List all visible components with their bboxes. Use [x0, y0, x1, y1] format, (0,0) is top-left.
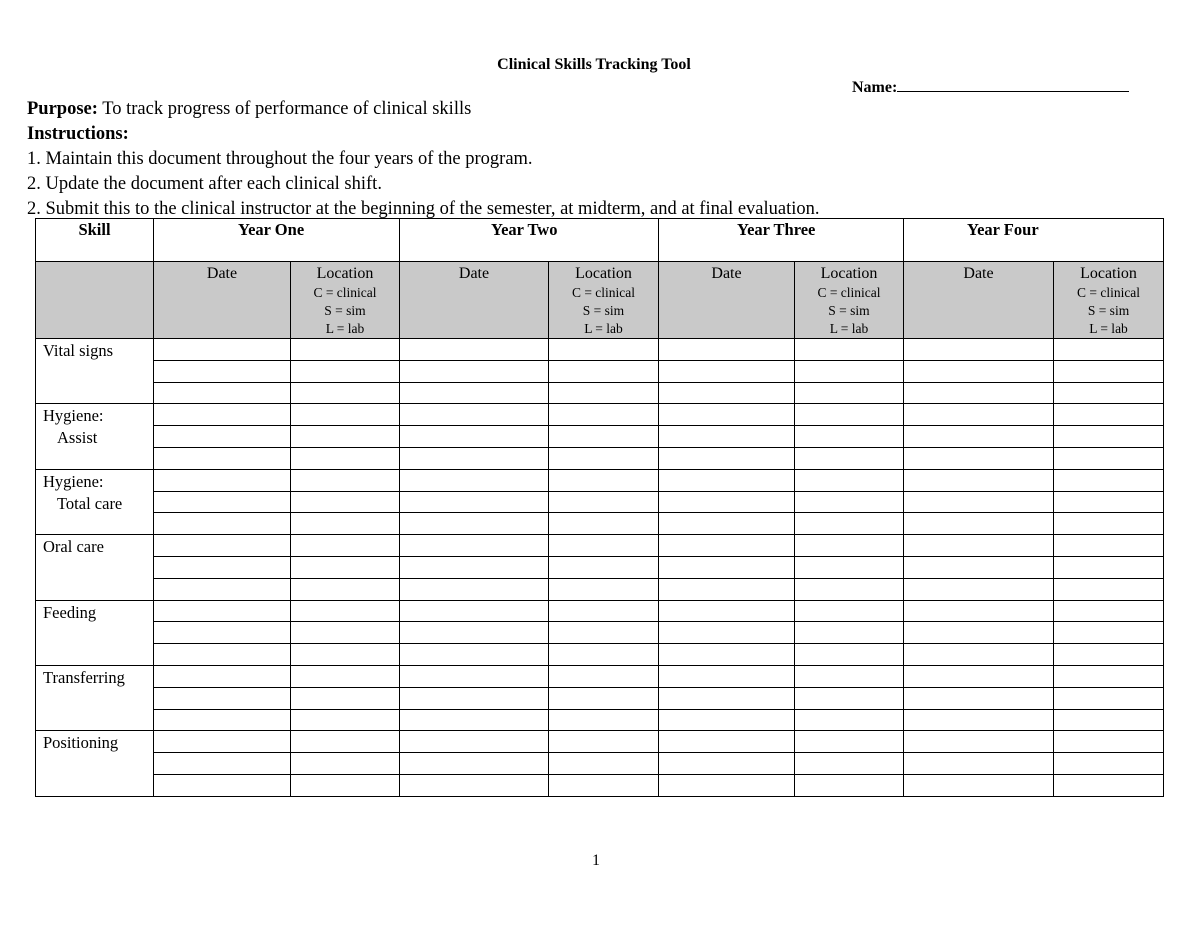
- location-entry-cell[interactable]: [291, 535, 400, 557]
- date-column-header: [659, 262, 795, 339]
- table-row: [36, 600, 1164, 622]
- skill-column-header: Skill: [36, 219, 154, 262]
- location-entry-cell[interactable]: [1054, 469, 1164, 491]
- instruction-item: 1. Maintain this document throughout the four years of the program.: [27, 149, 533, 169]
- location-entry-cell[interactable]: [795, 535, 904, 557]
- location-entry-cell[interactable]: [549, 382, 659, 404]
- location-entry-cell[interactable]: [549, 665, 659, 687]
- date-entry-cell[interactable]: [904, 491, 1054, 513]
- location-entry-cell[interactable]: [795, 644, 904, 666]
- table-row: [36, 513, 1164, 535]
- location-entry-cell[interactable]: [291, 491, 400, 513]
- location-entry-cell[interactable]: [291, 426, 400, 448]
- date-entry-cell[interactable]: [400, 753, 549, 775]
- location-entry-cell[interactable]: [1054, 513, 1164, 535]
- date-column-header: [154, 262, 291, 339]
- date-entry-cell[interactable]: [400, 491, 549, 513]
- purpose-line: [27, 97, 1167, 122]
- date-entry-cell[interactable]: [400, 665, 549, 687]
- date-entry-cell[interactable]: [904, 622, 1054, 644]
- location-entry-cell[interactable]: [549, 774, 659, 796]
- skill-name: Hygiene:: [43, 471, 104, 491]
- table-row: [36, 447, 1164, 469]
- location-key-item: C = clinical: [817, 285, 881, 300]
- table-row: [36, 535, 1164, 557]
- date-entry-cell[interactable]: [154, 709, 291, 731]
- location-entry-cell[interactable]: [1054, 339, 1164, 361]
- date-entry-cell[interactable]: [400, 513, 549, 535]
- date-entry-cell[interactable]: [904, 339, 1054, 361]
- date-entry-cell[interactable]: [154, 360, 291, 382]
- table-row: [36, 665, 1164, 687]
- location-entry-cell[interactable]: [1054, 774, 1164, 796]
- location-entry-cell[interactable]: [1054, 731, 1164, 753]
- location-entry-cell[interactable]: [1054, 687, 1164, 709]
- location-entry-cell[interactable]: [291, 513, 400, 535]
- location-entry-cell[interactable]: [549, 644, 659, 666]
- location-key-item: C = clinical: [571, 285, 636, 300]
- location-entry-cell[interactable]: [549, 339, 659, 361]
- skill-name-cell: [36, 339, 154, 404]
- location-label: Location: [575, 265, 632, 282]
- date-entry-cell[interactable]: [154, 404, 291, 426]
- date-entry-cell[interactable]: [400, 709, 549, 731]
- location-key-item: L = lab: [829, 321, 869, 336]
- year-three-header: Year Three: [659, 219, 904, 262]
- location-entry-cell[interactable]: [795, 382, 904, 404]
- location-entry-cell[interactable]: [795, 578, 904, 600]
- date-entry-cell[interactable]: [154, 687, 291, 709]
- date-entry-cell[interactable]: [154, 731, 291, 753]
- date-entry-cell[interactable]: [154, 753, 291, 775]
- date-entry-cell[interactable]: [659, 404, 795, 426]
- location-entry-cell[interactable]: [291, 665, 400, 687]
- date-entry-cell[interactable]: [154, 665, 291, 687]
- location-entry-cell[interactable]: [795, 709, 904, 731]
- location-entry-cell[interactable]: [291, 622, 400, 644]
- location-key-item: L = lab: [584, 321, 623, 336]
- date-entry-cell[interactable]: [154, 491, 291, 513]
- date-entry-cell[interactable]: [400, 644, 549, 666]
- date-entry-cell[interactable]: [400, 578, 549, 600]
- date-entry-cell[interactable]: [659, 556, 795, 578]
- location-entry-cell[interactable]: [549, 731, 659, 753]
- year-two-header: Year Two: [400, 219, 659, 262]
- date-entry-cell[interactable]: [904, 382, 1054, 404]
- table-row: [36, 622, 1164, 644]
- location-entry-cell[interactable]: [795, 426, 904, 448]
- skill-name: Hygiene:: [43, 406, 104, 426]
- location-column-header: [795, 262, 904, 339]
- location-entry-cell[interactable]: [795, 622, 904, 644]
- date-entry-cell[interactable]: [400, 447, 549, 469]
- page-number: 1: [592, 852, 600, 869]
- location-entry-cell[interactable]: [549, 447, 659, 469]
- location-entry-cell[interactable]: [549, 753, 659, 775]
- date-entry-cell[interactable]: [154, 556, 291, 578]
- name-label: Name:: [852, 79, 898, 96]
- date-entry-cell[interactable]: [904, 513, 1054, 535]
- date-column-header: [400, 262, 549, 339]
- skill-name-cell: [36, 731, 154, 796]
- date-entry-cell[interactable]: [154, 339, 291, 361]
- date-entry-cell[interactable]: [659, 644, 795, 666]
- location-column-header: [291, 262, 400, 339]
- date-entry-cell[interactable]: [154, 622, 291, 644]
- location-entry-cell[interactable]: [549, 687, 659, 709]
- date-entry-cell[interactable]: [400, 426, 549, 448]
- location-entry-cell[interactable]: [291, 469, 400, 491]
- location-entry-cell[interactable]: [1054, 426, 1164, 448]
- date-entry-cell[interactable]: [659, 535, 795, 557]
- date-entry-cell[interactable]: [659, 600, 795, 622]
- date-entry-cell[interactable]: [154, 774, 291, 796]
- date-label: Date: [206, 265, 238, 282]
- table-row: [36, 578, 1164, 600]
- instructions-heading: Instructions:: [27, 124, 129, 144]
- table-row: [36, 774, 1164, 796]
- date-entry-cell[interactable]: [659, 491, 795, 513]
- date-entry-cell[interactable]: [659, 382, 795, 404]
- date-entry-cell[interactable]: [904, 665, 1054, 687]
- table-row: [36, 731, 1164, 753]
- date-entry-cell[interactable]: [154, 513, 291, 535]
- location-entry-cell[interactable]: [1054, 578, 1164, 600]
- location-entry-cell[interactable]: [1054, 360, 1164, 382]
- purpose-text: To track progress of performance of clinical skills: [97, 99, 472, 119]
- table-row: [36, 469, 1164, 491]
- date-entry-cell[interactable]: [904, 709, 1054, 731]
- location-entry-cell[interactable]: [549, 535, 659, 557]
- location-column-header: [549, 262, 659, 339]
- date-entry-cell[interactable]: [659, 774, 795, 796]
- location-entry-cell[interactable]: [291, 687, 400, 709]
- location-entry-cell[interactable]: [1054, 382, 1164, 404]
- location-entry-cell[interactable]: [1054, 556, 1164, 578]
- date-entry-cell[interactable]: [659, 687, 795, 709]
- skill-name: Positioning: [43, 733, 119, 753]
- location-entry-cell[interactable]: [291, 578, 400, 600]
- table-row: [36, 644, 1164, 666]
- date-entry-cell[interactable]: [154, 382, 291, 404]
- date-entry-cell[interactable]: [904, 687, 1054, 709]
- skill-name-cell: [36, 665, 154, 730]
- table-row: [36, 491, 1164, 513]
- date-entry-cell[interactable]: [400, 600, 549, 622]
- table-row: [36, 709, 1164, 731]
- date-entry-cell[interactable]: [400, 687, 549, 709]
- date-entry-cell[interactable]: [154, 600, 291, 622]
- date-entry-cell[interactable]: [154, 535, 291, 557]
- table-row: [36, 360, 1164, 382]
- date-entry-cell[interactable]: [659, 709, 795, 731]
- subheader-row: [36, 262, 1164, 339]
- date-entry-cell[interactable]: [659, 753, 795, 775]
- date-entry-cell[interactable]: [400, 382, 549, 404]
- location-key-item: L = lab: [1089, 321, 1128, 336]
- location-key-item: S = sim: [582, 303, 625, 318]
- location-entry-cell[interactable]: [549, 709, 659, 731]
- location-key-item: C = clinical: [313, 285, 377, 300]
- location-entry-cell[interactable]: [291, 600, 400, 622]
- location-entry-cell[interactable]: [795, 513, 904, 535]
- table-row: [36, 426, 1164, 448]
- date-entry-cell[interactable]: [904, 578, 1054, 600]
- location-entry-cell[interactable]: [291, 447, 400, 469]
- date-entry-cell[interactable]: [400, 469, 549, 491]
- instruction-item: 2. Update the document after each clinical shift.: [27, 174, 382, 194]
- date-entry-cell[interactable]: [400, 360, 549, 382]
- skill-subname: Total care: [57, 493, 123, 513]
- purpose-label: Purpose:: [27, 99, 98, 119]
- date-entry-cell[interactable]: [904, 556, 1054, 578]
- date-entry-cell[interactable]: [904, 774, 1054, 796]
- location-label: Location: [820, 265, 878, 282]
- skill-name-cell: [36, 469, 154, 534]
- skills-tracking-table: [35, 218, 1164, 797]
- skill-name-cell: [36, 404, 154, 469]
- location-entry-cell[interactable]: [549, 426, 659, 448]
- location-label: Location: [1080, 265, 1137, 282]
- date-entry-cell[interactable]: [154, 447, 291, 469]
- date-entry-cell[interactable]: [659, 665, 795, 687]
- location-key-item: L = lab: [325, 321, 365, 336]
- location-entry-cell[interactable]: [795, 731, 904, 753]
- location-entry-cell[interactable]: [549, 491, 659, 513]
- location-entry-cell[interactable]: [291, 556, 400, 578]
- skill-subname: Assist: [57, 428, 98, 448]
- location-label: Location: [316, 265, 374, 282]
- location-entry-cell[interactable]: [291, 339, 400, 361]
- date-entry-cell[interactable]: [904, 731, 1054, 753]
- location-entry-cell[interactable]: [549, 360, 659, 382]
- location-entry-cell[interactable]: [795, 360, 904, 382]
- date-label: Date: [711, 265, 742, 282]
- date-entry-cell[interactable]: [904, 469, 1054, 491]
- year-one-header: Year One: [154, 219, 400, 262]
- skill-name: Vital signs: [43, 341, 114, 360]
- date-entry-cell[interactable]: [400, 404, 549, 426]
- location-entry-cell[interactable]: [549, 469, 659, 491]
- location-entry-cell[interactable]: [291, 404, 400, 426]
- location-entry-cell[interactable]: [291, 360, 400, 382]
- location-entry-cell[interactable]: [549, 513, 659, 535]
- location-key-item: S = sim: [828, 303, 870, 318]
- skill-subheader-blank: [36, 262, 154, 339]
- date-entry-cell[interactable]: [904, 426, 1054, 448]
- location-entry-cell[interactable]: [291, 644, 400, 666]
- date-entry-cell[interactable]: [400, 731, 549, 753]
- intro-block: [27, 97, 1167, 222]
- date-entry-cell[interactable]: [400, 556, 549, 578]
- date-entry-cell[interactable]: [659, 360, 795, 382]
- location-entry-cell[interactable]: [291, 753, 400, 775]
- table-row: [36, 339, 1164, 361]
- location-entry-cell[interactable]: [795, 687, 904, 709]
- location-entry-cell[interactable]: [1054, 491, 1164, 513]
- skill-name: Feeding: [43, 602, 97, 622]
- location-entry-cell[interactable]: [795, 600, 904, 622]
- location-entry-cell[interactable]: [795, 774, 904, 796]
- date-entry-cell[interactable]: [904, 644, 1054, 666]
- location-entry-cell[interactable]: [549, 578, 659, 600]
- location-entry-cell[interactable]: [1054, 622, 1164, 644]
- date-entry-cell[interactable]: [659, 447, 795, 469]
- skill-name: Oral care: [43, 537, 104, 557]
- location-entry-cell[interactable]: [549, 622, 659, 644]
- date-entry-cell[interactable]: [659, 426, 795, 448]
- year-header-row: [36, 219, 1164, 262]
- table-row: [36, 404, 1164, 426]
- instruction-item: 2. Submit this to the clinical instructor at the beginning of the semester, at midterm, and at final evaluation.: [27, 199, 820, 219]
- date-entry-cell[interactable]: [400, 622, 549, 644]
- location-entry-cell[interactable]: [1054, 644, 1164, 666]
- location-entry-cell[interactable]: [1054, 535, 1164, 557]
- skill-name-cell: [36, 535, 154, 600]
- skill-name: Transferring: [43, 667, 125, 687]
- location-entry-cell[interactable]: [1054, 665, 1164, 687]
- location-entry-cell[interactable]: [1054, 709, 1164, 731]
- date-entry-cell[interactable]: [154, 644, 291, 666]
- date-label: Date: [458, 265, 490, 282]
- location-entry-cell[interactable]: [795, 665, 904, 687]
- location-entry-cell[interactable]: [795, 404, 904, 426]
- location-entry-cell[interactable]: [291, 382, 400, 404]
- date-entry-cell[interactable]: [154, 426, 291, 448]
- date-entry-cell[interactable]: [400, 535, 549, 557]
- location-key-item: C = clinical: [1076, 285, 1141, 300]
- year-four-header: Year Four: [904, 219, 1164, 262]
- date-entry-cell[interactable]: [154, 469, 291, 491]
- date-entry-cell[interactable]: [904, 600, 1054, 622]
- location-entry-cell[interactable]: [291, 774, 400, 796]
- date-entry-cell[interactable]: [904, 447, 1054, 469]
- location-entry-cell[interactable]: [549, 556, 659, 578]
- location-entry-cell[interactable]: [291, 731, 400, 753]
- date-entry-cell[interactable]: [400, 339, 549, 361]
- location-entry-cell[interactable]: [795, 556, 904, 578]
- date-entry-cell[interactable]: [904, 404, 1054, 426]
- date-label: Date: [963, 265, 994, 282]
- location-entry-cell[interactable]: [795, 753, 904, 775]
- location-column-header: [1054, 262, 1164, 339]
- location-entry-cell[interactable]: [1054, 404, 1164, 426]
- date-entry-cell[interactable]: [904, 360, 1054, 382]
- date-entry-cell[interactable]: [659, 513, 795, 535]
- table-row: [36, 753, 1164, 775]
- table-row: [36, 382, 1164, 404]
- name-field[interactable]: [852, 77, 1129, 98]
- date-entry-cell[interactable]: [659, 622, 795, 644]
- location-key-item: S = sim: [324, 303, 366, 318]
- location-entry-cell[interactable]: [795, 491, 904, 513]
- location-key-item: S = sim: [1087, 303, 1130, 318]
- date-entry-cell[interactable]: [400, 774, 549, 796]
- location-entry-cell[interactable]: [795, 339, 904, 361]
- location-entry-cell[interactable]: [549, 404, 659, 426]
- table-row: [36, 687, 1164, 709]
- location-entry-cell[interactable]: [795, 469, 904, 491]
- name-blank-line[interactable]: [897, 77, 1129, 92]
- date-entry-cell[interactable]: [659, 469, 795, 491]
- date-entry-cell[interactable]: [659, 578, 795, 600]
- date-entry-cell[interactable]: [659, 731, 795, 753]
- document-title: Clinical Skills Tracking Tool: [497, 56, 691, 73]
- location-entry-cell[interactable]: [1054, 753, 1164, 775]
- location-entry-cell[interactable]: [1054, 600, 1164, 622]
- date-column-header: [904, 262, 1054, 339]
- skill-name-cell: [36, 600, 154, 665]
- location-entry-cell[interactable]: [291, 709, 400, 731]
- date-entry-cell[interactable]: [904, 535, 1054, 557]
- date-entry-cell[interactable]: [904, 753, 1054, 775]
- location-entry-cell[interactable]: [549, 600, 659, 622]
- location-entry-cell[interactable]: [795, 447, 904, 469]
- table-row: [36, 556, 1164, 578]
- location-entry-cell[interactable]: [1054, 447, 1164, 469]
- date-entry-cell[interactable]: [659, 339, 795, 361]
- date-entry-cell[interactable]: [154, 578, 291, 600]
